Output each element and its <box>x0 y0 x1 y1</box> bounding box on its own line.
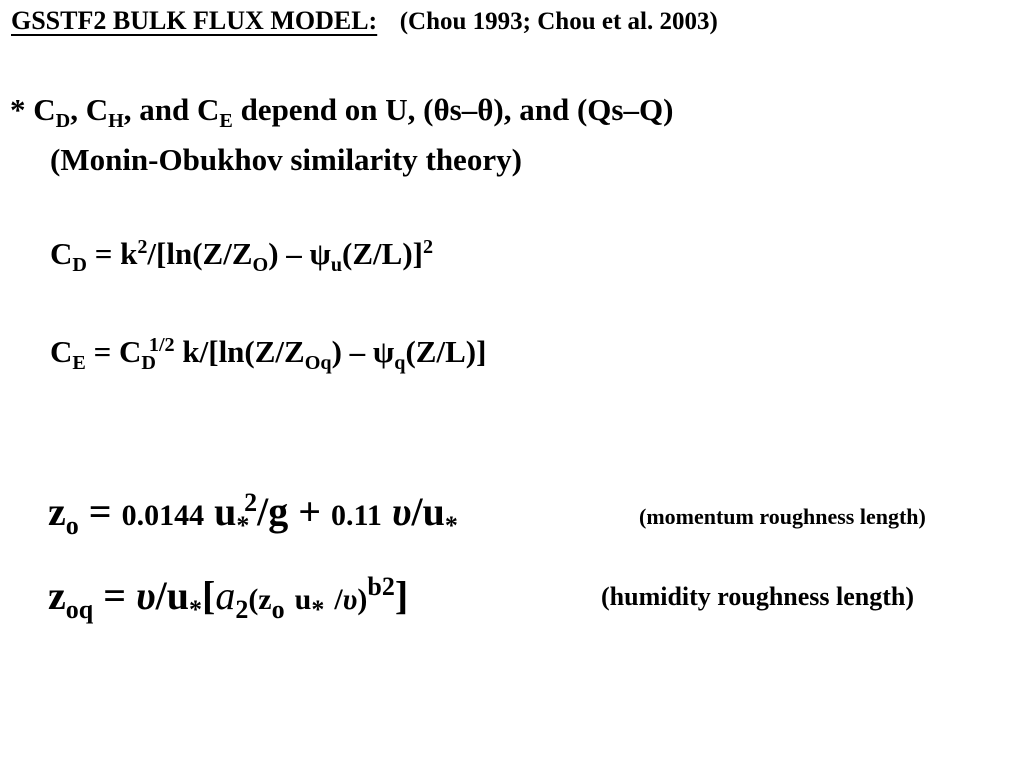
humidity-note: (humidity roughness length) <box>601 582 915 611</box>
zoq-u: u <box>294 583 312 616</box>
comma: , <box>70 92 78 127</box>
ce-mid: k/[ln(Z/Z <box>182 334 305 369</box>
zoq-close: ) <box>357 583 368 616</box>
zo-eq-sign: = <box>88 489 112 534</box>
ch-symbol: C <box>85 92 109 127</box>
zoq-a: a <box>215 573 236 618</box>
zo-g: /g + <box>257 489 322 534</box>
zoq-mid-sub: * <box>188 595 202 625</box>
psi-q-sub: q <box>394 352 406 375</box>
cd-equation <box>50 235 434 277</box>
zo-u-sub: * <box>236 511 250 541</box>
cd-lhs: C <box>50 236 73 271</box>
zo-lhs: z <box>48 489 66 534</box>
zoq-lhs: z <box>48 573 66 618</box>
zoq-b-sup: b2 <box>367 571 395 601</box>
zo-coef-2: 0.11 <box>331 499 382 532</box>
ce-lhs-sub: E <box>72 352 86 375</box>
bullet-star: * <box>10 92 26 127</box>
zo-lhs-sub: o <box>65 511 79 541</box>
cd-subscript: D <box>55 110 71 133</box>
zoq-eq-sign: = <box>103 573 127 618</box>
cd-mid2: ) – ψ <box>268 236 331 271</box>
zoq-nu: υ <box>136 573 156 618</box>
zoq-z-sub: o <box>271 595 285 625</box>
cd-symbol: C <box>33 92 56 127</box>
zo-nu: υ <box>391 489 412 534</box>
zoq-nu2: υ <box>342 583 358 616</box>
ce-end: (Z/L)] <box>405 334 487 369</box>
ce-equation <box>50 333 487 375</box>
dependency-text: depend on U, (θs–θ), and (Qs–Q) <box>240 92 674 127</box>
ce-mid2: ) – ψ <box>331 334 395 369</box>
bullet-line <box>10 92 674 133</box>
zoq-mid: /u <box>155 573 189 618</box>
zoq-lhs-sub: oq <box>65 595 94 625</box>
k-sup: 2 <box>137 235 148 258</box>
cd-eq-k: = k <box>94 236 138 271</box>
zoq-bracket: [ <box>201 573 216 618</box>
zo-equation <box>48 487 458 541</box>
citation: (Chou 1993; Chou et al. 2003) <box>399 8 718 35</box>
zo-u-sup: 2 <box>244 487 258 517</box>
ch-subscript: H <box>108 110 124 133</box>
ce-cd-sub: D <box>141 352 156 375</box>
cd-end-sup: 2 <box>422 235 434 258</box>
zo-coef-1: 0.0144 <box>121 499 205 532</box>
theory-line: (Monin-Obukhov similarity theory) <box>50 142 522 177</box>
zo-end: /u <box>411 489 445 534</box>
zoq-u-sub: * <box>311 595 325 625</box>
momentum-note: (momentum roughness length) <box>639 504 926 529</box>
cd-lhs-sub: D <box>72 254 87 277</box>
cd-end: (Z/L)] <box>342 236 423 271</box>
ce-subscript: E <box>219 110 233 133</box>
zoq-equation <box>48 571 409 625</box>
zo-end-sub: * <box>444 511 458 541</box>
title-line <box>11 6 718 36</box>
zoq-slash: / <box>334 583 343 616</box>
ce-cd-sup: 1/2 <box>148 333 175 356</box>
psi-u-sub: u <box>330 254 343 277</box>
zoq-paren: (z <box>248 583 272 616</box>
zoq-a-sub: 2 <box>235 595 249 625</box>
zo-u: u <box>214 489 237 534</box>
model-title: GSSTF2 BULK FLUX MODEL: <box>11 6 378 35</box>
z0-sub: O <box>252 254 269 277</box>
ce-lhs: C <box>50 334 73 369</box>
zoq-end: ] <box>394 573 409 618</box>
ce-eq-cd: = C <box>93 334 142 369</box>
ce-symbol: C <box>196 92 220 127</box>
and-text: , and <box>123 92 190 127</box>
zoq-sub: Oq <box>304 352 332 375</box>
cd-mid: /[ln(Z/Z <box>147 236 253 271</box>
